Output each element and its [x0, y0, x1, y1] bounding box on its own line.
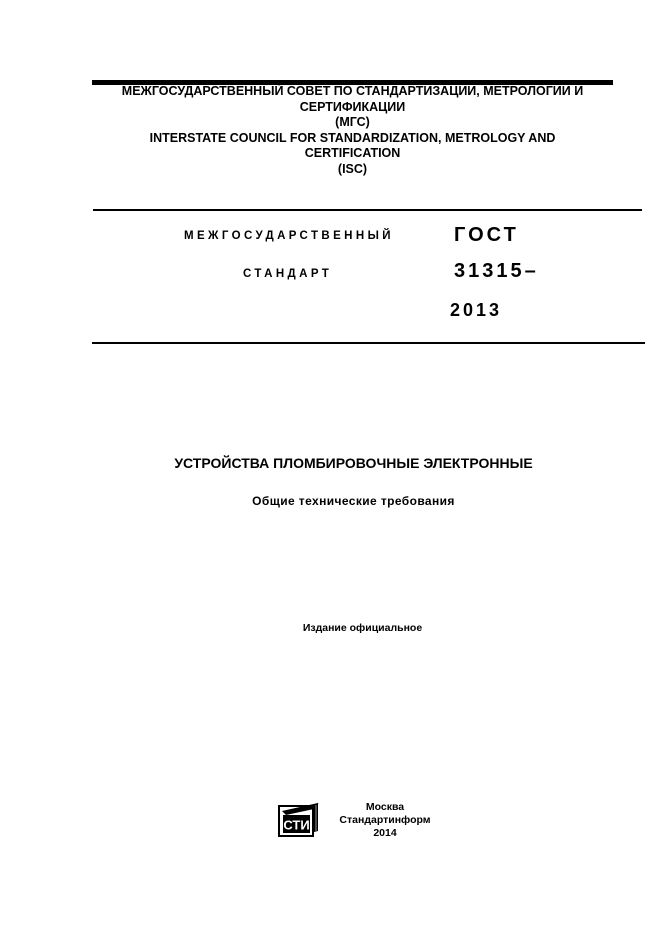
standard-label-line-1: МЕЖГОСУДАРСТВЕННЫЙ [184, 230, 394, 242]
publisher-block [332, 801, 438, 840]
council-header [92, 84, 613, 177]
document-title: УСТРОЙСТВА ПЛОМБИРОВОЧНЫЕ ЭЛЕКТРОННЫЕ [174, 455, 533, 471]
council-line-5: CERTIFICATION [304, 146, 401, 160]
logo-text: СТИ [283, 817, 310, 833]
council-line-4: INTERSTATE COUNCIL FOR STANDARDIZATION, METROLOGY AND [149, 130, 556, 145]
publisher-city: Москва [365, 801, 405, 813]
bottom-rule [92, 342, 645, 344]
middle-rule [93, 209, 642, 211]
council-line-2: СЕРТИФИКАЦИИ [299, 99, 406, 114]
gost-designation-line-3: 2013 [450, 300, 503, 320]
gost-designation-line-2: 31315– [454, 260, 539, 282]
standartinform-logo-icon [278, 801, 322, 837]
council-line-6: (ISC) [337, 161, 368, 176]
publisher-year: 2014 [373, 827, 397, 839]
council-line-1: МЕЖГОСУДАРСТВЕННЫЙ СОВЕТ ПО СТАНДАРТИЗАЦИИ, МЕТРОЛОГИИ И [121, 84, 584, 98]
publisher-name: Стандартинформ [339, 814, 431, 826]
edition-note: Издание официальное [302, 622, 423, 634]
document-subtitle: Общие технические требования [252, 494, 455, 508]
standard-label-line-2: СТАНДАРТ [243, 268, 333, 280]
gost-designation-line-1: ГОСТ [454, 224, 519, 246]
council-line-3: (МГС) [335, 115, 370, 129]
